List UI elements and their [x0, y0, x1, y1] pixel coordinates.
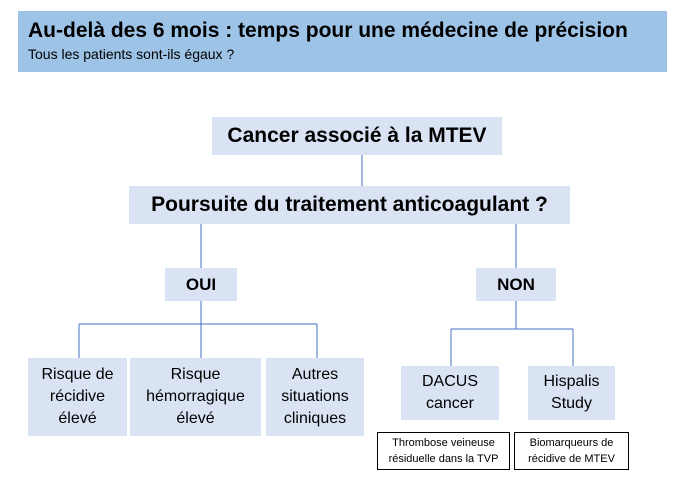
- yes-child-recurrence-risk: Risque de récidive élevé: [28, 358, 127, 436]
- no-child-dacus: DACUS cancer: [401, 366, 499, 420]
- yes-node: OUI: [165, 268, 237, 301]
- slide-title: Au-delà des 6 mois : temps pour une médecine de précision: [28, 19, 628, 42]
- yes-child-other-situations: Autres situations cliniques: [266, 358, 364, 436]
- no-child-hispalis: Hispalis Study: [528, 366, 615, 420]
- note-residual-thrombosis: Thrombose veineuse résiduelle dans la TVP: [377, 432, 510, 470]
- note-biomarkers: Biomarqueurs de récidive de MTEV: [514, 432, 629, 470]
- slide-subtitle: Tous les patients sont-ils égaux ?: [28, 46, 235, 62]
- yes-child-bleeding-risk: Risque hémorragique élevé: [130, 358, 261, 436]
- question-node: Poursuite du traitement anticoagulant ?: [129, 186, 570, 224]
- no-node: NON: [476, 268, 556, 301]
- root-node: Cancer associé à la MTEV: [212, 117, 502, 155]
